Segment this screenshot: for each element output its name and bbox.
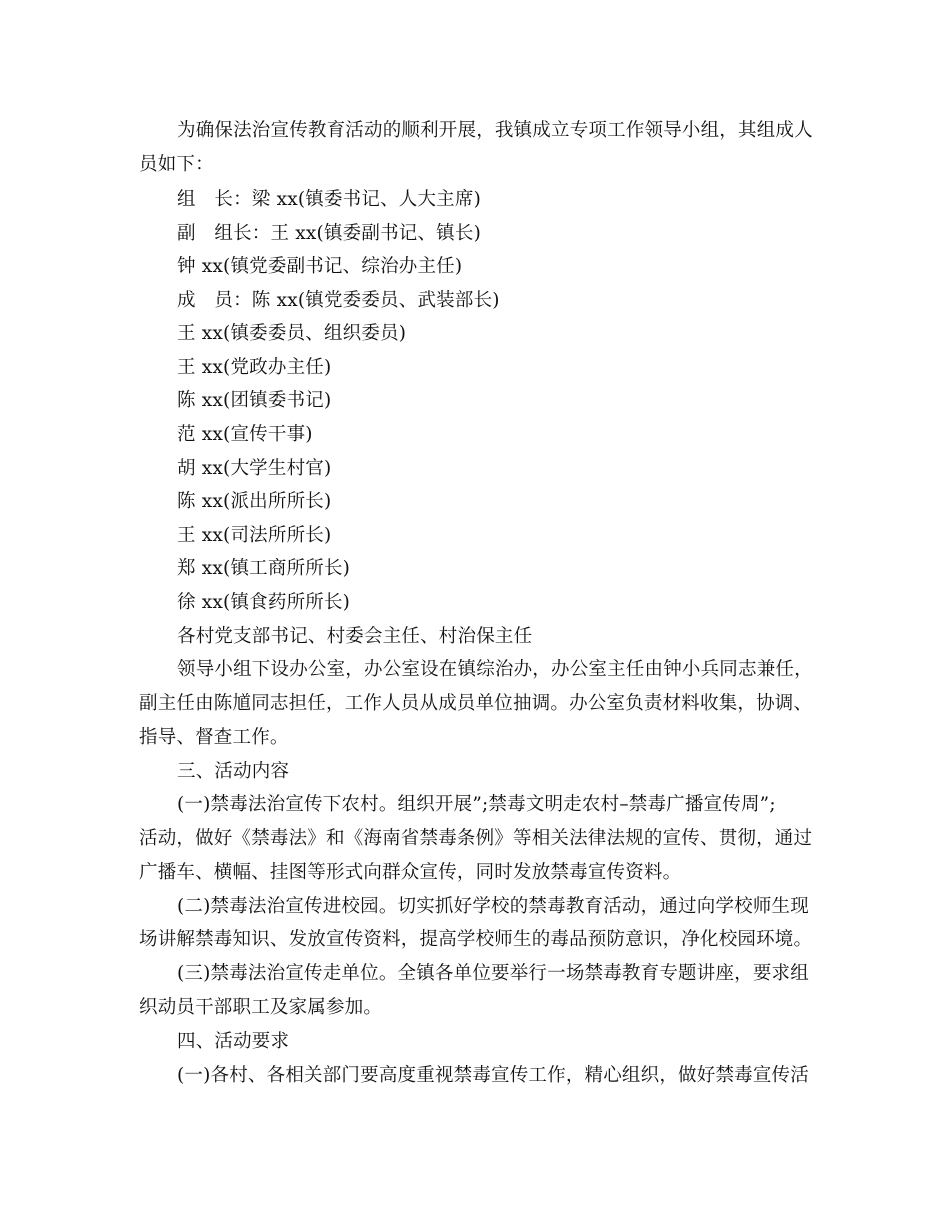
text-line: (一)禁毒法治宣传下农村。组织开展”;禁毒文明走农村–禁毒广播宣传周”; — [177, 794, 776, 815]
member-line: 成 员：陈 xx(镇党委委员、武装部长) — [177, 290, 500, 311]
section-heading: 四、活动要求 — [177, 1031, 290, 1052]
text-line: 广播车、横幅、挂图等形式向群众宣传，同时发放禁毒宣传资料。 — [139, 862, 682, 883]
text-line: 副主任由陈馗同志担任，工作人员从成员单位抽调。办公室负责材料收集，协调、 — [139, 693, 813, 714]
text-line: 活动，做好《禁毒法》和《海南省禁毒条例》等相关法律法规的宣传、贯彻，通过 — [139, 828, 813, 849]
section-heading: 三、活动内容 — [177, 761, 290, 782]
member-line: 副 组长：王 xx(镇委副书记、镇长) — [177, 223, 481, 244]
text-line: 员如下： — [139, 154, 214, 175]
member-line: 徐 xx(镇食药所所长) — [177, 592, 351, 613]
text-line: 领导小组下设办公室，办公室设在镇综治办，办公室主任由钟小兵同志兼任， — [177, 659, 813, 680]
text-line: 为确保法治宣传教育活动的顺利开展，我镇成立专项工作领导小组，其组成人 — [177, 120, 813, 141]
text-line: 织动员干部职工及家属参加。 — [139, 997, 383, 1018]
member-line: 王 xx(党政办主任) — [177, 357, 332, 378]
member-line: 郑 xx(镇工商所所长) — [177, 558, 351, 579]
text-line: (三)禁毒法治宣传走单位。全镇各单位要举行一场禁毒教育专题讲座，要求组 — [177, 963, 809, 984]
text-line: 场讲解禁毒知识、发放宣传资料，提高学校师生的毒品预防意识，净化校园环境。 — [139, 929, 813, 950]
member-line: 组 长：梁 xx(镇委书记、人大主席) — [177, 189, 481, 210]
text-line: (二)禁毒法治宣传进校园。切实抓好学校的禁毒教育活动，通过向学校师生现 — [177, 896, 809, 917]
member-line: 陈 xx(派出所所长) — [177, 491, 332, 512]
text-line: 指导、督查工作。 — [139, 727, 289, 748]
member-line: 王 xx(司法所所长) — [177, 525, 332, 546]
member-line: 范 xx(宣传干事) — [177, 424, 313, 445]
text-line: (一)各村、各相关部门要高度重视禁毒宣传工作，精心组织，做好禁毒宣传活 — [177, 1065, 809, 1086]
member-line: 王 xx(镇委委员、组织委员) — [177, 323, 407, 344]
member-line: 胡 xx(大学生村官) — [177, 458, 332, 479]
member-line: 钟 xx(镇党委副书记、综治办主任) — [177, 256, 463, 277]
member-line: 陈 xx(团镇委书记) — [177, 390, 332, 411]
member-line: 各村党支部书记、村委会主任、村治保主任 — [177, 626, 533, 647]
